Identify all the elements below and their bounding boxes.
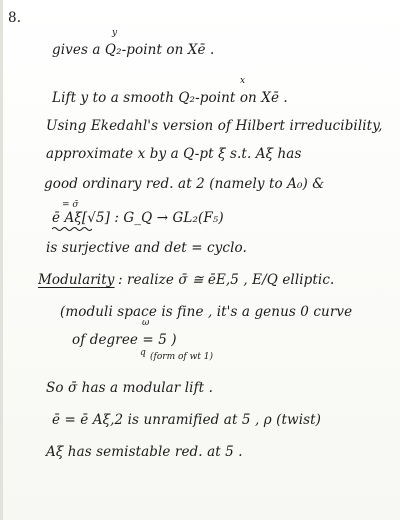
line-4: approximate x by a Q-pt ξ s.t. Aξ has: [46, 146, 302, 162]
annotation-x: x: [240, 76, 246, 86]
page-edge: [0, 0, 3, 520]
line-9: (moduli space is fine , it's a genus 0 curve: [60, 304, 353, 320]
line-3: Using Ekedahl's version of Hilbert irreducibility,: [46, 118, 383, 134]
line-8: : realize σ̄ ≅ ēE,5 , E/Q elliptic.: [118, 272, 335, 288]
line-2: Lift y to a smooth Q₂-point on Xē .: [52, 90, 288, 106]
line-12: ē = ē Aξ,2 is unramified at 5 , ρ (twist): [52, 412, 322, 428]
line-1: gives a Q₂-point on Xē .: [52, 42, 215, 58]
annotation-form: (form of wt 1): [150, 352, 213, 362]
page-number: 8.: [8, 10, 22, 26]
wavy-underline: [52, 226, 92, 232]
line-6: ē Aξ[√5] : G_Q → GL₂(F₅): [52, 210, 224, 226]
annotation-sigma: = σ̄: [62, 200, 79, 210]
line-5: good ordinary red. at 2 (namely to A₀) &: [44, 176, 325, 192]
annotation-q: q: [140, 348, 146, 358]
line-7: is surjective and det = cyclo.: [46, 240, 247, 256]
line-10: of degree = 5 ): [72, 332, 177, 348]
modularity-heading: Modularity: [38, 272, 115, 288]
line-13: Aξ has semistable red. at 5 .: [46, 444, 243, 460]
line-11: So σ̄ has a modular lift .: [46, 380, 213, 396]
annotation-omega: ω: [142, 318, 150, 328]
annotation-y: y: [112, 28, 118, 38]
